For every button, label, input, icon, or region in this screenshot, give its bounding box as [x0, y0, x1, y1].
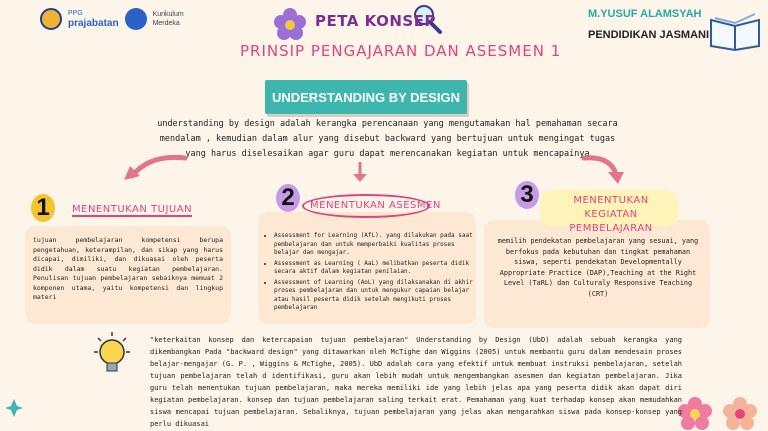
- flower-orange-icon: [720, 396, 760, 431]
- number-badge-3: 3: [515, 181, 539, 209]
- lightbulb-icon: [88, 330, 136, 382]
- card-tujuan: [25, 226, 231, 324]
- book-icon: [707, 8, 763, 52]
- card-kegiatan-title: MENENTUKAN KEGIATAN PEMBELAJARAN: [569, 195, 653, 234]
- card-asesmen-title: MENENTUKAN ASESMEN: [310, 200, 441, 211]
- asesmen-item: • Assessment as Learning ( AaL) melibatkan peserta didik secara aktif dalam kegiatan penilaian.: [274, 260, 482, 277]
- page-subtitle: PRINSIP PENGAJARAN DAN ASESMEN 1: [240, 42, 562, 60]
- author-name: M.YUSUF ALAMSYAH: [588, 8, 702, 20]
- arrow-down-icon: [350, 160, 370, 184]
- logo-ppg-label: PPG: [68, 10, 83, 17]
- ppg-logo-text: [68, 9, 119, 29]
- arrow-left-icon: [120, 150, 190, 190]
- arrow-right-icon: [580, 150, 630, 186]
- card-asesmen: [258, 212, 476, 324]
- ppg-logo-icon: [40, 8, 62, 30]
- card-asesmen-list: [264, 232, 482, 315]
- logo-prajabatan-label: prajabatan: [68, 18, 119, 29]
- card-kegiatan-text: memilih pendekatan pembelajaran yang sesuai, yang berfokus pada kebutuhan dan tingkat pemahaman siswa, seperti pendekatan Developmentally Appropriate Practice (DAP),Teaching at the Right Level (TaRL) dan Culturaly Responsive Teaching (CRT): [497, 237, 699, 298]
- card-tujuan-text: tujuan pembelajaran kompetensi berupa pengetahuan, keterampilan, dan sikap yang harus dicapai, dimiliki, dan dikuasai oleh peserta didik dalam suatu kegiatan pembelajaran. Penulisan tujuan pembelajaran sebaiknya memuat 2 komponen utama, yaitu kompetensi dan lingkup materi: [33, 236, 223, 301]
- asesmen-item: • Assessment of Learning (AoL) yang dilaksanakan di akhir proses pembelajaran dan untuk mengukur capaian belajar atau hasil peserta didik setelah mengikuti proses pembelajaran: [274, 279, 482, 313]
- asesmen-item: • Assessment for Learning (AfL). yang dilakukan pada saat pembelajaran dan untuk memperbaiki kualitas proses belajar dan mengajar.: [274, 232, 482, 258]
- number-badge-1: 1: [31, 194, 55, 222]
- card-kegiatan: [484, 220, 710, 328]
- flower-icon: [272, 6, 308, 42]
- page-title: PETA KONSEP: [315, 12, 436, 30]
- kurikulum-logo-icon: [125, 8, 147, 30]
- card-tujuan-title: MENENTUKAN TUJUAN: [72, 204, 193, 215]
- ubd-banner: UNDERSTANDING BY DESIGN: [265, 80, 467, 114]
- kurikulum-logo-text: [153, 10, 184, 28]
- number-badge-2: 2: [276, 184, 300, 212]
- leaf-icon: [4, 398, 24, 418]
- subject-name: PENDIDIKAN JASMANI: [588, 29, 710, 41]
- logo-kurikulum-label: Kurikulum: [152, 11, 184, 18]
- intro-text: understanding by design adalah kerangka perencanaan yang mengutamakan hal pemahaman secara mendalam , kemudian dalam alur yang disebut backward yang bertujuan untuk mengingat tugas yang harus diselesaikan agar guru dapat merencanakan kegiatan untuk mencapainya: [157, 119, 618, 159]
- header-logos: [40, 8, 184, 30]
- bottom-paragraph: "keterkaitan konsep dan ketercapaian tujuan pembelajaran" Understanding by Design (UbD) adalah sebuah kerangka yang dikembangkan Pada "backward design" yang ditawarkan oleh McTighe dan Wiggins (2005) untuk membantu guru dalam mendesain proses belajar-mengajar (G. P. , Wiggins & McTighe, 2005). UbD adalah cara yang efektif untuk membuat instruksi pembelajaran, setelah tujuan pembelajaran telah d identifikasi, guru akan lebih mudah untuk mengembangkan asesmen dan kegiatan pembelajaran. Jika guru telah menentukan tujuan pembelajaran, maka mereka memiliki ide yang lebih jelas apa yang peserta didik akan dapat diri kegiatan pembelajaran. konsep dan tujuan pembelajaran saling terkait erat. Pemahaman yang kuat terhadap konsep akan memudahkan siswa mencapai tujuan pembelajaran. Sebaliknya, tujuan pembelajaran yang jelas akan mengarahkan siswa pada konsep-konsep yang perlu dikuasai: [150, 336, 682, 428]
- logo-merdeka-label: Merdeka: [152, 20, 180, 27]
